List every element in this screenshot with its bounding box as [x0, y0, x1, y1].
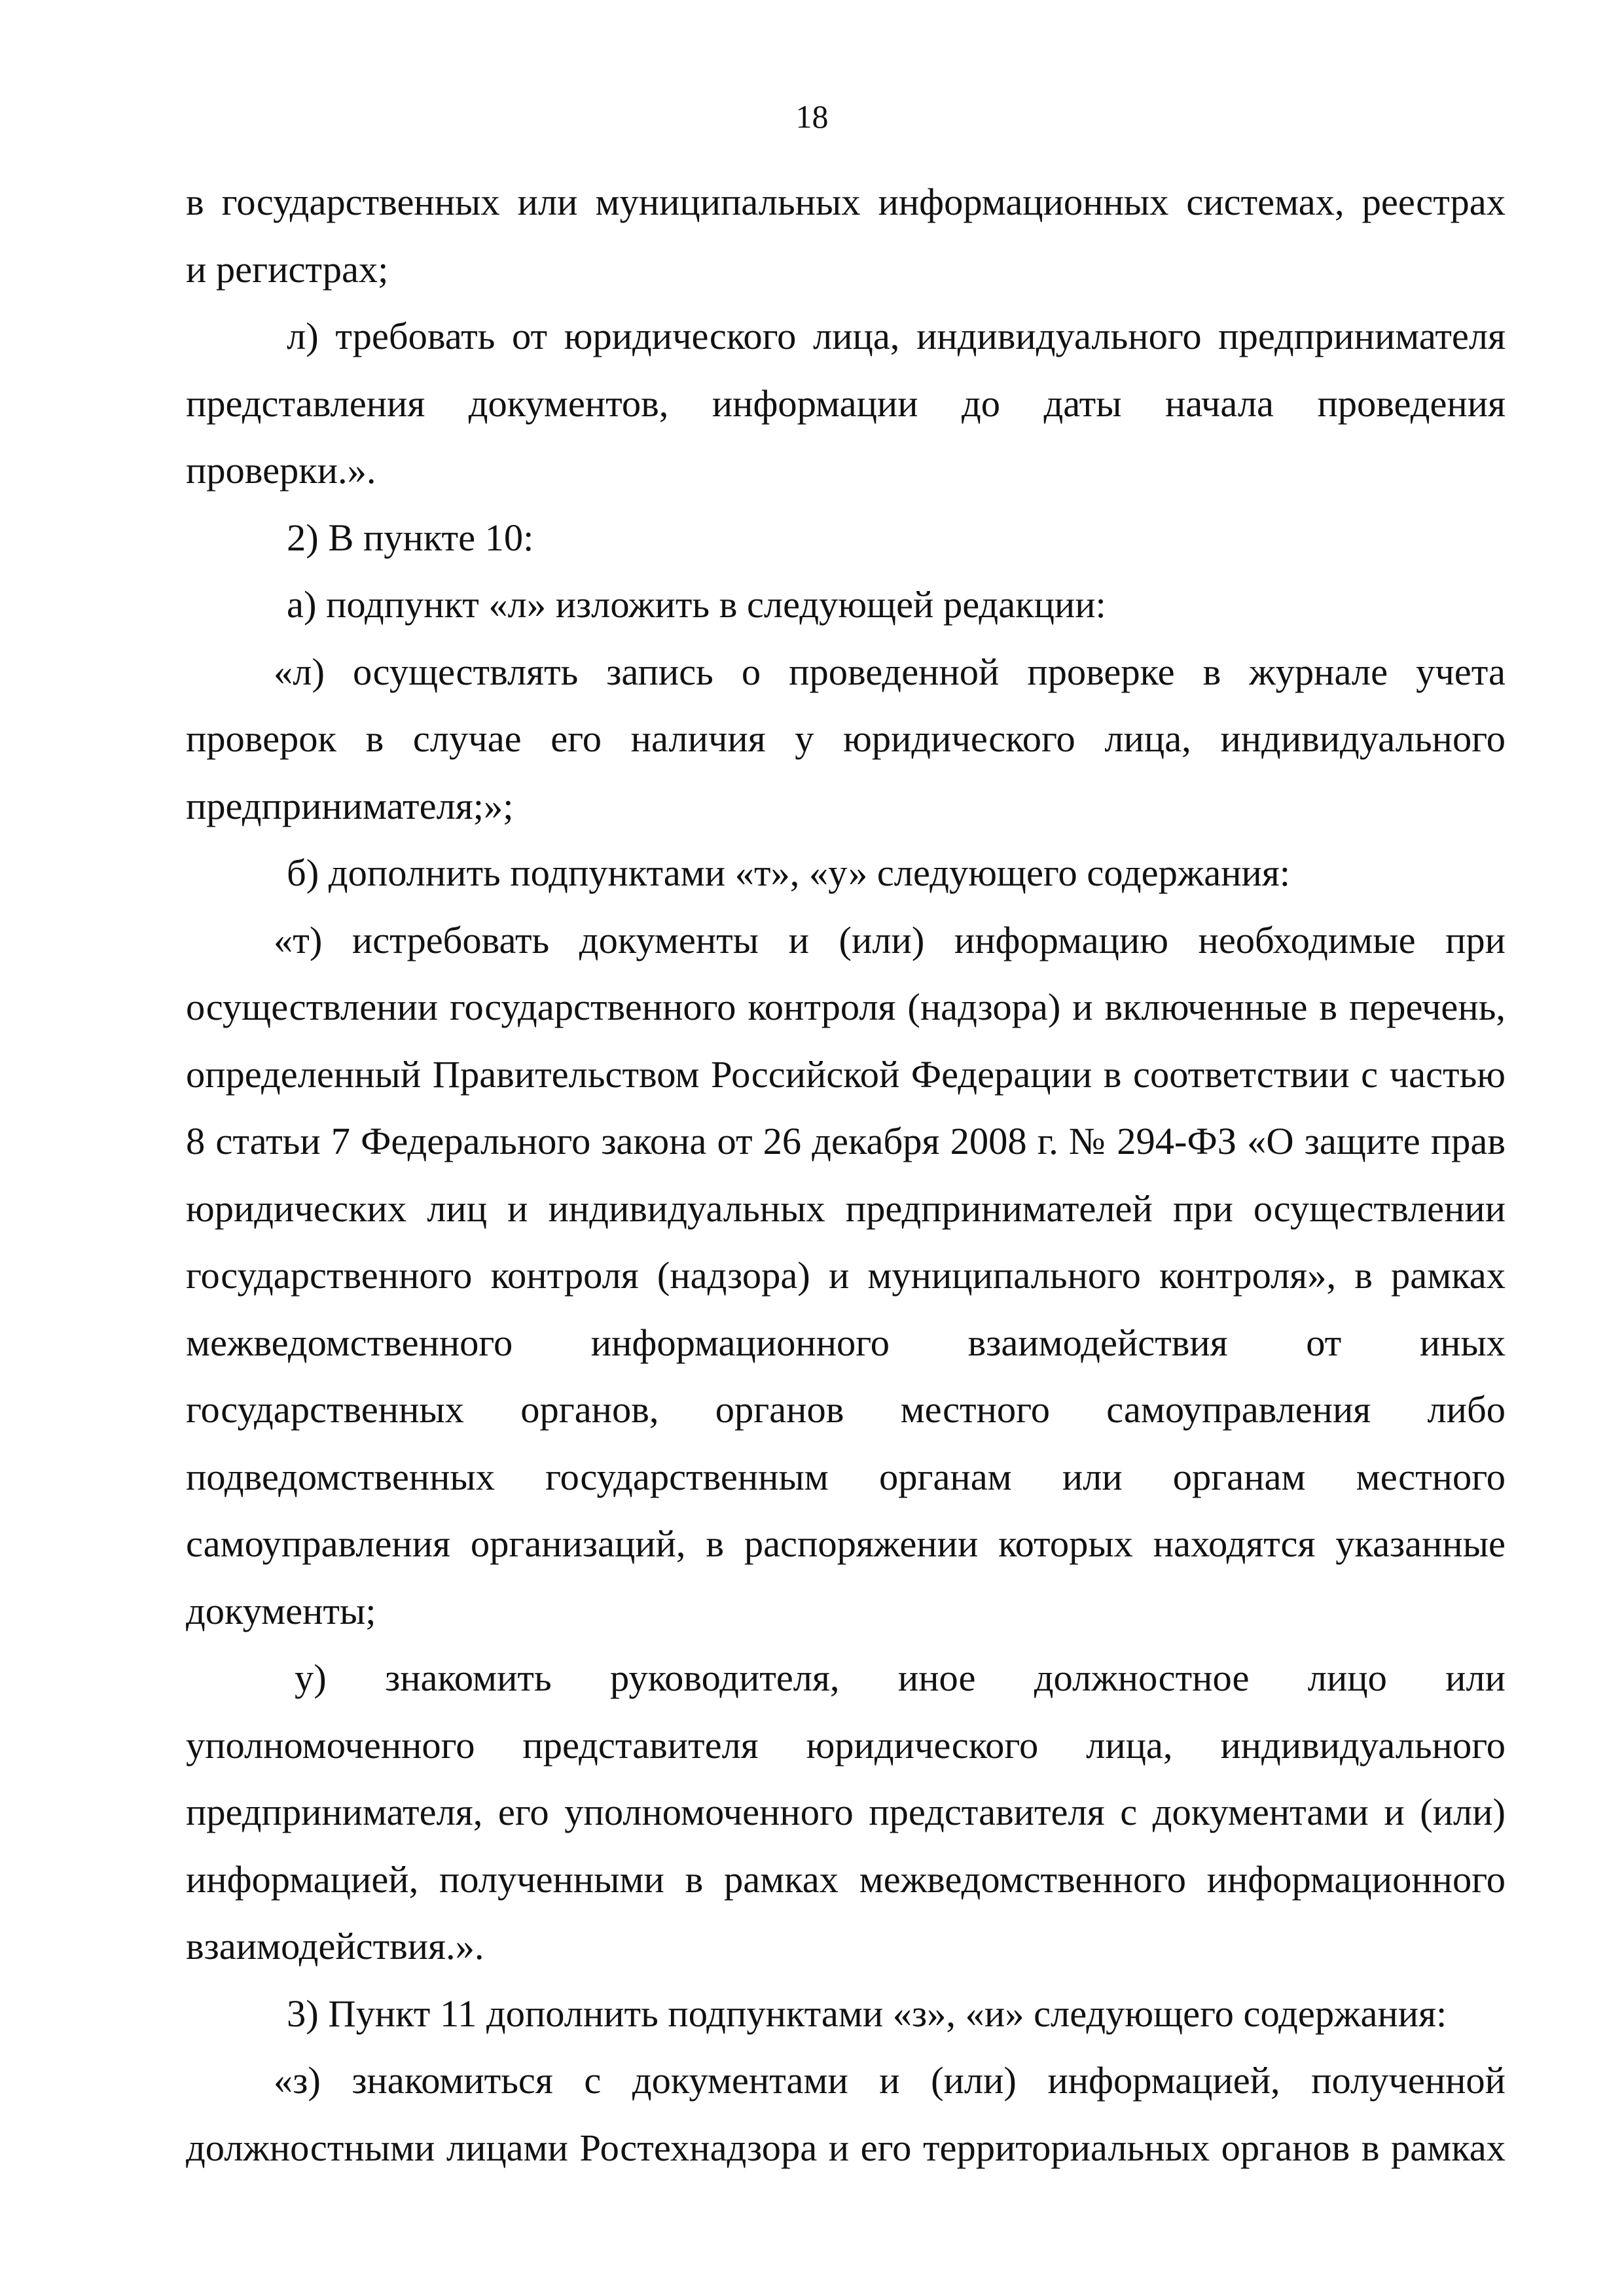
- text-line: а) подпункт «л» изложить в следующей редакции:: [287, 583, 1106, 626]
- text-line: взаимодействия.».: [186, 1925, 484, 1967]
- text-line: государственных органов, органов местного самоуправления либо: [186, 1388, 1506, 1431]
- page-number: 18: [795, 98, 829, 135]
- text-line: л) требовать от юридического лица, индивидуального предпринимателя: [287, 315, 1506, 357]
- text-line: юридических лиц и индивидуальных предпринимателей при осуществлении: [186, 1187, 1506, 1230]
- text-line: 2) В пункте 10:: [287, 516, 534, 559]
- text-line: у) знакомить руководителя, иное должностное лицо или: [295, 1657, 1506, 1699]
- text-line: документы;: [186, 1589, 376, 1632]
- text-line: предпринимателя, его уполномоченного представителя с документами и (или): [186, 1791, 1506, 1833]
- text-line: проверок в случае его наличия у юридического лица, индивидуального: [186, 717, 1506, 760]
- text-line: 3) Пункт 11 дополнить подпунктами «з», «и» следующего содержания:: [287, 1992, 1447, 2035]
- text-line: в государственных или муниципальных информационных системах, реестрах: [186, 181, 1506, 223]
- document-body: [186, 169, 1506, 2181]
- text-line: государственного контроля (надзора) и муниципального контроля», в рамках: [186, 1254, 1506, 1297]
- text-line: проверки.».: [186, 449, 376, 492]
- text-line: уполномоченного представителя юридического лица, индивидуального: [186, 1723, 1506, 1767]
- text-line: 8 статьи 7 Федерального закона от 26 декабря 2008 г. № 294-ФЗ «О защите прав: [186, 1120, 1506, 1162]
- text-line: осуществлении государственного контроля (надзора) и включенные в перечень,: [186, 986, 1506, 1028]
- text-line: подведомственных государственным органам или органам местного: [186, 1455, 1506, 1498]
- text-line: определенный Правительством Российской Федерации в соответствии с частью: [186, 1052, 1506, 1096]
- text-line: самоуправления организаций, в распоряжении которых находятся указанные: [186, 1522, 1506, 1565]
- text-line: «з) знакомиться с документами и (или) информацией, полученной: [274, 2059, 1506, 2102]
- text-line: представления документов, информации до даты начала проведения: [186, 382, 1506, 425]
- text-line: предпринимателя;»;: [186, 784, 514, 827]
- text-line: б) дополнить подпунктами «т», «у» следующего содержания:: [287, 852, 1290, 894]
- text-line: должностными лицами Ростехнадзора и его территориальных органов в рамках: [186, 2126, 1506, 2169]
- text-line: и регистрах;: [186, 247, 389, 291]
- text-line: межведомственного информационного взаимодействия от иных: [186, 1321, 1506, 1364]
- text-line: информацией, полученными в рамках межведомственного информационного: [186, 1857, 1506, 1901]
- text-line: «т) истребовать документы и (или) информацию необходимые при: [274, 918, 1506, 961]
- text-line: «л) осуществлять запись о проведенной проверке в журнале учета: [274, 650, 1506, 693]
